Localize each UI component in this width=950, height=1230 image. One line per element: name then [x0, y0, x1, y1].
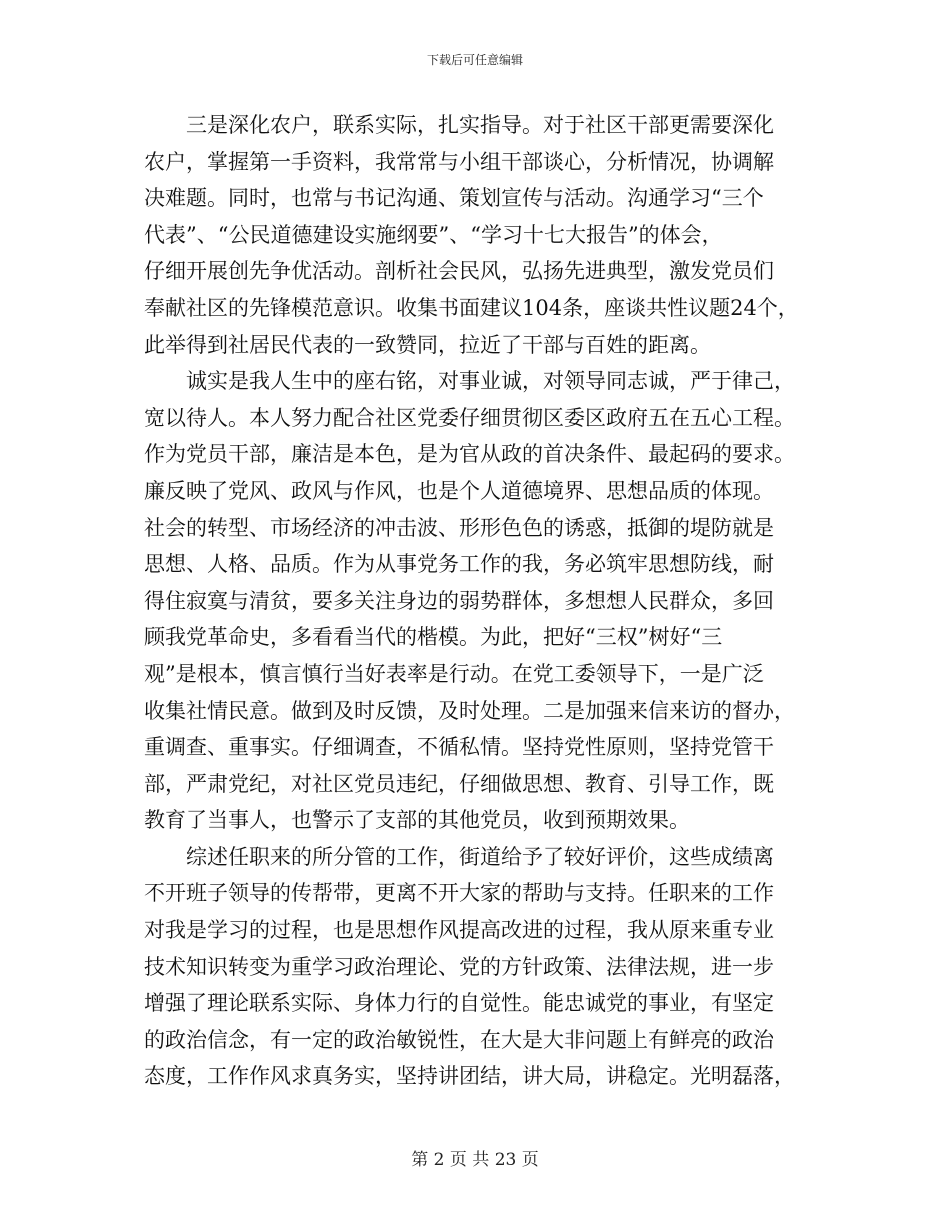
text-line: 的政治信念，有一定的政治敏锐性，在大是大非问题上有鲜亮的政治 [144, 1027, 774, 1052]
text-line: 廉反映了党风、政风与作风，也是个人道德境界、思想品质的体现。 [144, 478, 774, 503]
text-line: 顾我党革命史，多看看当代的楷模。为此，把好“三权”树好“三 [144, 625, 723, 650]
text-line: 教育了当事人，也警示了支部的其他党员，收到预期效果。 [144, 808, 690, 833]
text-line: 代表”、“公民道德建设实施纲要”、“学习十七大报告”的体会， [144, 222, 723, 247]
document-body [144, 107, 824, 1095]
text-line: 决难题。同时，也常与书记沟通、策划宣传与活动。沟通学习“三个 [144, 186, 764, 211]
text-line: 此举得到社居民代表的一致赞同，拉近了干部与百姓的距离。 [144, 332, 711, 357]
text-line: 仔细开展创先争优活动。剖析社会民风，弘扬先进典型，激发党员们 [144, 259, 774, 284]
text-line: 得住寂寞与清贫，要多关注身边的弱势群体，多想想人民群众，多回 [144, 588, 774, 613]
text-line: 态度，工作作风求真务实，坚持讲团结，讲大局，讲稳定。光明磊落， [144, 1064, 795, 1089]
text-line: 诚实是我人生中的座右铭，对事业诚，对领导同志诚，严于律己， [186, 369, 795, 394]
text-line: 宽以待人。本人努力配合社区党委仔细贯彻区委区政府五在五心工程。 [144, 405, 795, 430]
text-line: 三是深化农户，联系实际，扎实指导。对于社区干部更需要深化 [186, 113, 774, 137]
text-line: 技术知识转变为重学习政治理论、党的方针政策、法律法规，进一步 [144, 954, 774, 979]
text-line: 社会的转型、市场经济的冲击波、形形色色的诱惑，抵御的堤防就是 [144, 515, 774, 540]
text-line: 不开班子领导的传帮带，更离不开大家的帮助与支持。任职来的工作 [144, 881, 774, 906]
page-number: 第 2 页 共 23 页 [411, 1150, 539, 1170]
text-line: 对我是学习的过程，也是思想作风提高改进的过程，我从原来重专业 [144, 918, 774, 943]
text-line: 奉献社区的先锋模范意识。收集书面建议104条，座谈共性议题24个， [144, 295, 799, 320]
text-line: 思想、人格、品质。作为从事党务工作的我，务必筑牢思想防线，耐 [144, 552, 774, 577]
page-header: 下载后可任意编辑 [426, 53, 523, 67]
text-line: 观”是根本，慎言慎行当好表率是行动。在党工委领导下，一是广泛 [144, 661, 764, 686]
text-line: 重调查、重事实。仔细调查，不循私情。坚持党性原则，坚持党管干 [144, 735, 774, 760]
text-line: 作为党员干部，廉洁是本色，是为官从政的首决条件、最起码的要求。 [144, 442, 795, 467]
text-line: 增强了理论联系实际、身体力行的自觉性。能忠诚党的事业，有坚定 [144, 991, 774, 1016]
text-line: 农户，掌握第一手资料，我常常与小组干部谈心，分析情况，协调解 [144, 149, 774, 174]
text-line: 部，严肃党纪，对社区党员违纪，仔细做思想、教育、引导工作，既 [144, 771, 774, 796]
text-line: 综述任职来的所分管的工作，街道给予了较好评价，这些成绩离 [186, 844, 774, 869]
text-line: 收集社情民意。做到及时反馈，及时处理。二是加强来信来访的督办， [144, 698, 795, 723]
